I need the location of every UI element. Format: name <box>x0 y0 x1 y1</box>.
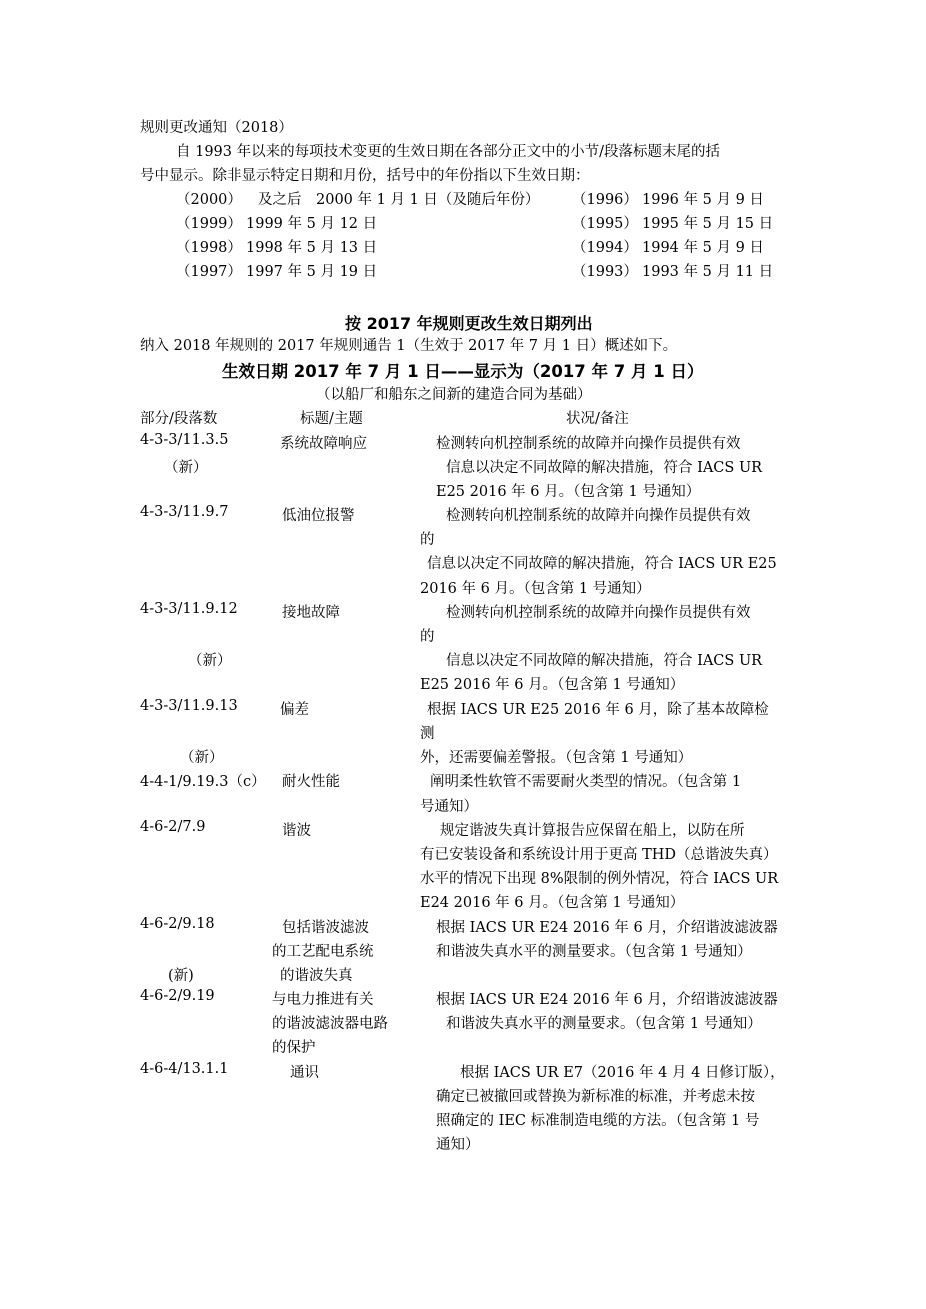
table-cell-part: 4-6-2/9.18 <box>140 916 215 932</box>
contract-basis-note: （以船厂和船东之间新的建造合同为基础） <box>316 387 592 403</box>
section-heading: 按 2017 年规则更改生效日期列出 <box>345 314 593 333</box>
date-code: （1996） <box>572 192 638 208</box>
table-cell-part: 4-3-3/11.9.7 <box>140 504 229 520</box>
table-cell-title: 包括谐波滤波 <box>282 920 369 936</box>
table-cell-remark: 的 <box>420 629 435 645</box>
table-cell-remark: 检测转向机控制系统的故障并向操作员提供有效 <box>446 508 751 524</box>
column-header-title: 标题/主题 <box>300 411 363 427</box>
table-cell-part: （新） <box>164 460 208 476</box>
table-cell-remark: 根据 IACS UR E24 2016 年 6 月，介绍谐波滤波器 <box>436 992 778 1008</box>
table-cell-part: 4-3-3/11.9.12 <box>140 601 238 617</box>
table-cell-title: 的谐波失真 <box>280 968 353 984</box>
table-cell-part: 4-3-3/11.9.13 <box>140 698 238 714</box>
table-cell-remark: E25 2016 年 6 月。（包含第 1 号通知） <box>420 677 685 693</box>
date-code: （1998） <box>176 240 242 256</box>
table-cell-remark: E24 2016 年 6 月。（包含第 1 号通知） <box>420 895 685 911</box>
table-cell-part: （新） <box>180 750 224 766</box>
table-cell-remark: 通知） <box>436 1137 480 1153</box>
intro-paragraph-line-1: 自 1993 年以来的每项技术变更的生效日期在各部分正文中的小节/段落标题末尾的括 <box>176 144 721 160</box>
table-cell-remark: 有已安装设备和系统设计用于更高 THD（总谐波失真） <box>420 847 778 863</box>
date-text: 1994 年 5 月 9 日 <box>642 240 764 256</box>
table-cell-remark: 2016 年 6 月。（包含第 1 号通知） <box>420 581 651 597</box>
table-cell-remark: 和谐波失真水平的测量要求。（包含第 1 号通知） <box>436 944 752 960</box>
date-text: 1998 年 5 月 13 日 <box>246 240 378 256</box>
table-cell-remark: 的 <box>420 532 435 548</box>
table-cell-part: 4-6-2/7.9 <box>140 819 206 835</box>
section-intro: 纳入 2018 年规则的 2017 年规则通告 1（生效于 2017 年 7 月 1 日）概述如下。 <box>140 338 678 354</box>
date-text: 1999 年 5 月 12 日 <box>246 216 378 232</box>
date-text: 1997 年 5 月 19 日 <box>246 264 378 280</box>
date-code: （1999） <box>176 216 242 232</box>
table-cell-remark: 号通知） <box>420 799 478 815</box>
table-cell-title: 的谐波滤波器电路 <box>272 1016 388 1032</box>
date-code: （1994） <box>572 240 638 256</box>
table-cell-remark: 检测转向机控制系统的故障并向操作员提供有效 <box>436 436 741 452</box>
date-code: （1997） <box>176 264 242 280</box>
table-cell-title: 谐波 <box>282 823 311 839</box>
table-cell-title: 耐火性能 <box>282 774 340 790</box>
date-text: 1996 年 5 月 9 日 <box>642 192 764 208</box>
date-text: 1995 年 5 月 15 日 <box>642 216 774 232</box>
table-cell-remark: 阐明柔性软管不需要耐火类型的情况。（包含第 1 <box>430 774 742 790</box>
column-header-part: 部分/段落数 <box>140 411 218 427</box>
intro-paragraph-line-2: 号中显示。除非显示特定日期和月份，括号中的年份指以下生效日期： <box>140 168 590 184</box>
table-cell-remark: E25 2016 年 6 月。（包含第 1 号通知） <box>436 484 701 500</box>
table-cell-remark: 根据 IACS UR E7（2016 年 4 月 4 日修订版）， <box>460 1065 785 1081</box>
table-cell-title: 与电力推进有关 <box>272 992 374 1008</box>
table-cell-part: （新） <box>188 653 232 669</box>
table-cell-remark: 根据 IACS UR E24 2016 年 6 月，介绍谐波滤波器 <box>436 920 778 936</box>
table-cell-title: 通识 <box>290 1065 319 1081</box>
table-cell-title: 的保护 <box>272 1040 316 1056</box>
table-cell-part: (新) <box>168 968 194 984</box>
notice-title: 规则更改通知（2018） <box>140 120 293 136</box>
table-cell-part: 4-4-1/9.19.3（c） <box>140 774 266 790</box>
table-cell-title: 低油位报警 <box>282 508 355 524</box>
table-cell-title: 偏差 <box>280 702 309 718</box>
table-cell-part: 4-3-3/11.3.5 <box>140 432 229 448</box>
table-cell-remark: 根据 IACS UR E25 2016 年 6 月，除了基本故障检 <box>427 702 769 718</box>
table-cell-part: 4-6-2/9.19 <box>140 988 215 1004</box>
table-cell-remark: 照确定的 IEC 标准制造电缆的方法。（包含第 1 号 <box>436 1113 760 1129</box>
table-cell-remark: 和谐波失真水平的测量要求。（包含第 1 号通知） <box>446 1016 762 1032</box>
table-cell-remark: 信息以决定不同故障的解决措施，符合 IACS UR <box>446 460 763 476</box>
table-cell-remark: 信息以决定不同故障的解决措施，符合 IACS UR <box>446 653 763 669</box>
date-text: 及之后 2000 年 1 月 1 日（及随后年份） <box>258 192 540 208</box>
table-cell-remark: 信息以决定不同故障的解决措施，符合 IACS UR E25 <box>427 556 777 572</box>
effective-date-heading: 生效日期 2017 年 7 月 1 日——显示为（2017 年 7 月 1 日） <box>222 362 704 381</box>
table-cell-remark: 水平的情况下出现 8%限制的例外情况，符合 IACS UR <box>420 871 779 887</box>
table-cell-title: 接地故障 <box>282 605 340 621</box>
table-cell-title: 系统故障响应 <box>280 436 367 452</box>
date-code: （2000） <box>176 192 242 208</box>
date-code: （1993） <box>572 264 638 280</box>
date-code: （1995） <box>572 216 638 232</box>
table-cell-title: 的工艺配电系统 <box>272 944 374 960</box>
table-cell-remark: 测 <box>420 726 435 742</box>
table-cell-remark: 规定谐波失真计算报告应保留在船上，以防在所 <box>440 823 745 839</box>
table-cell-remark: 外，还需要偏差警报。（包含第 1 号通知） <box>420 750 693 766</box>
table-cell-part: 4-6-4/13.1.1 <box>140 1061 229 1077</box>
column-header-remark: 状况/备注 <box>566 411 629 427</box>
table-cell-remark: 确定已被撤回或替换为新标准的标准，并考虑未按 <box>436 1089 755 1105</box>
date-text: 1993 年 5 月 11 日 <box>642 264 774 280</box>
table-cell-remark: 检测转向机控制系统的故障并向操作员提供有效 <box>446 605 751 621</box>
